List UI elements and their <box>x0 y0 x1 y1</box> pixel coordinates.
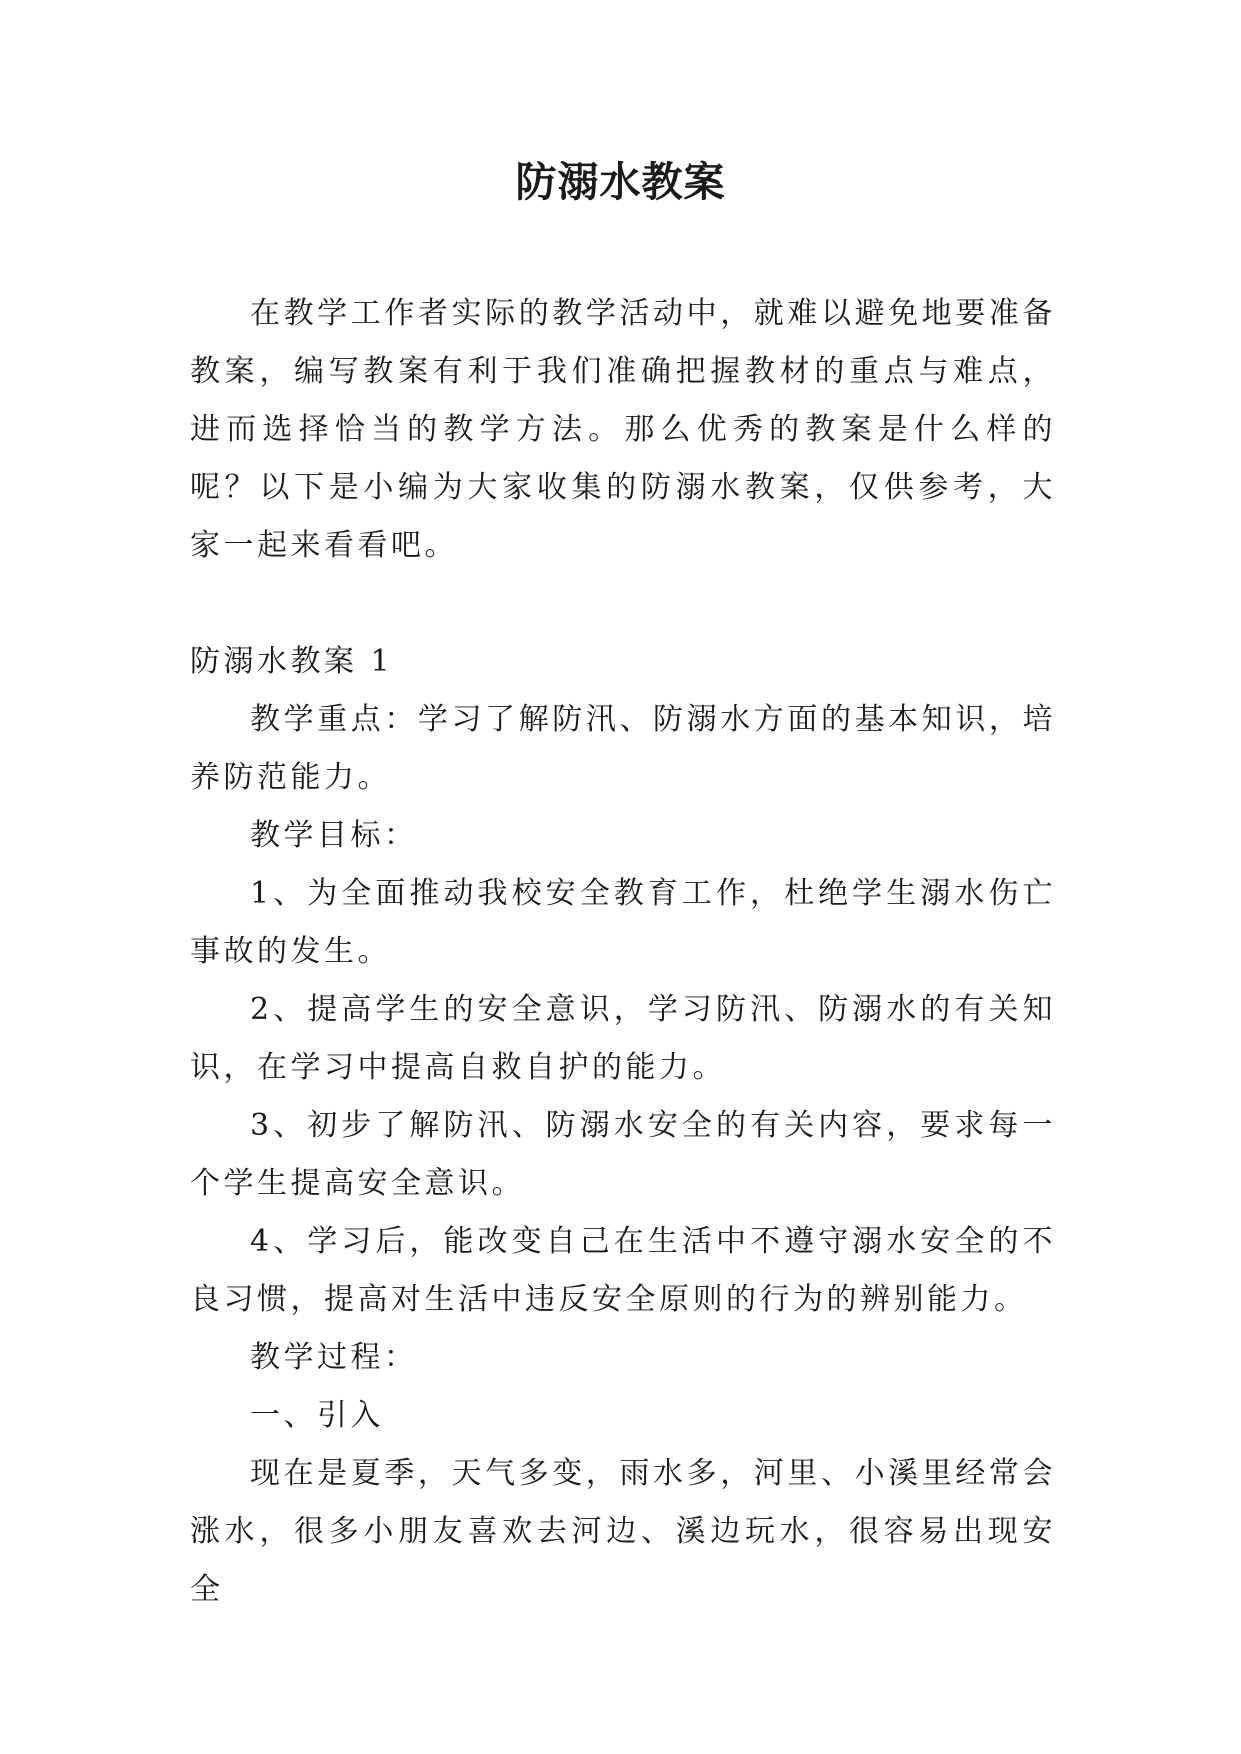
paragraph: 教学过程： <box>250 1340 418 1375</box>
paragraph: 一、引入 <box>250 1398 384 1433</box>
document-title: 防溺水教案 <box>515 158 726 206</box>
paragraph: 现在是夏季，天气多变，雨水多，河里、小溪里经常会涨水，很多小朋友喜欢去河边、溪边玩水，很容易出现安全 <box>190 1456 1056 1607</box>
paragraph: 4、学习后，能改变自己在生活中不遵守溺水安全的不良习惯，提高对生活中违反安全原则的行为的辨别能力。 <box>190 1224 1056 1317</box>
intro-paragraph: 在教学工作者实际的教学活动中，就难以避免地要准备教案，编写教案有利于我们准确把握教材的重点与难点，进而选择恰当的教学方法。那么优秀的教案是什么样的呢？以下是小编为大家收集的防溺水教案，仅供参考，大家一起来看看吧。 <box>190 296 1056 563</box>
paragraph: 教学目标： <box>250 818 418 853</box>
document-body <box>190 285 1056 1619</box>
section-heading: 防溺水教案 1 <box>190 644 394 679</box>
paragraph: 3、初步了解防汛、防溺水安全的有关内容，要求每一个学生提高安全意识。 <box>190 1108 1056 1201</box>
paragraph: 教学重点：学习了解防汛、防溺水方面的基本知识，培养防范能力。 <box>190 702 1056 795</box>
paragraph: 1、为全面推动我校安全教育工作，杜绝学生溺水伤亡事故的发生。 <box>190 876 1056 969</box>
paragraph: 2、提高学生的安全意识，学习防汛、防溺水的有关知识，在学习中提高自救自护的能力。 <box>190 992 1056 1085</box>
